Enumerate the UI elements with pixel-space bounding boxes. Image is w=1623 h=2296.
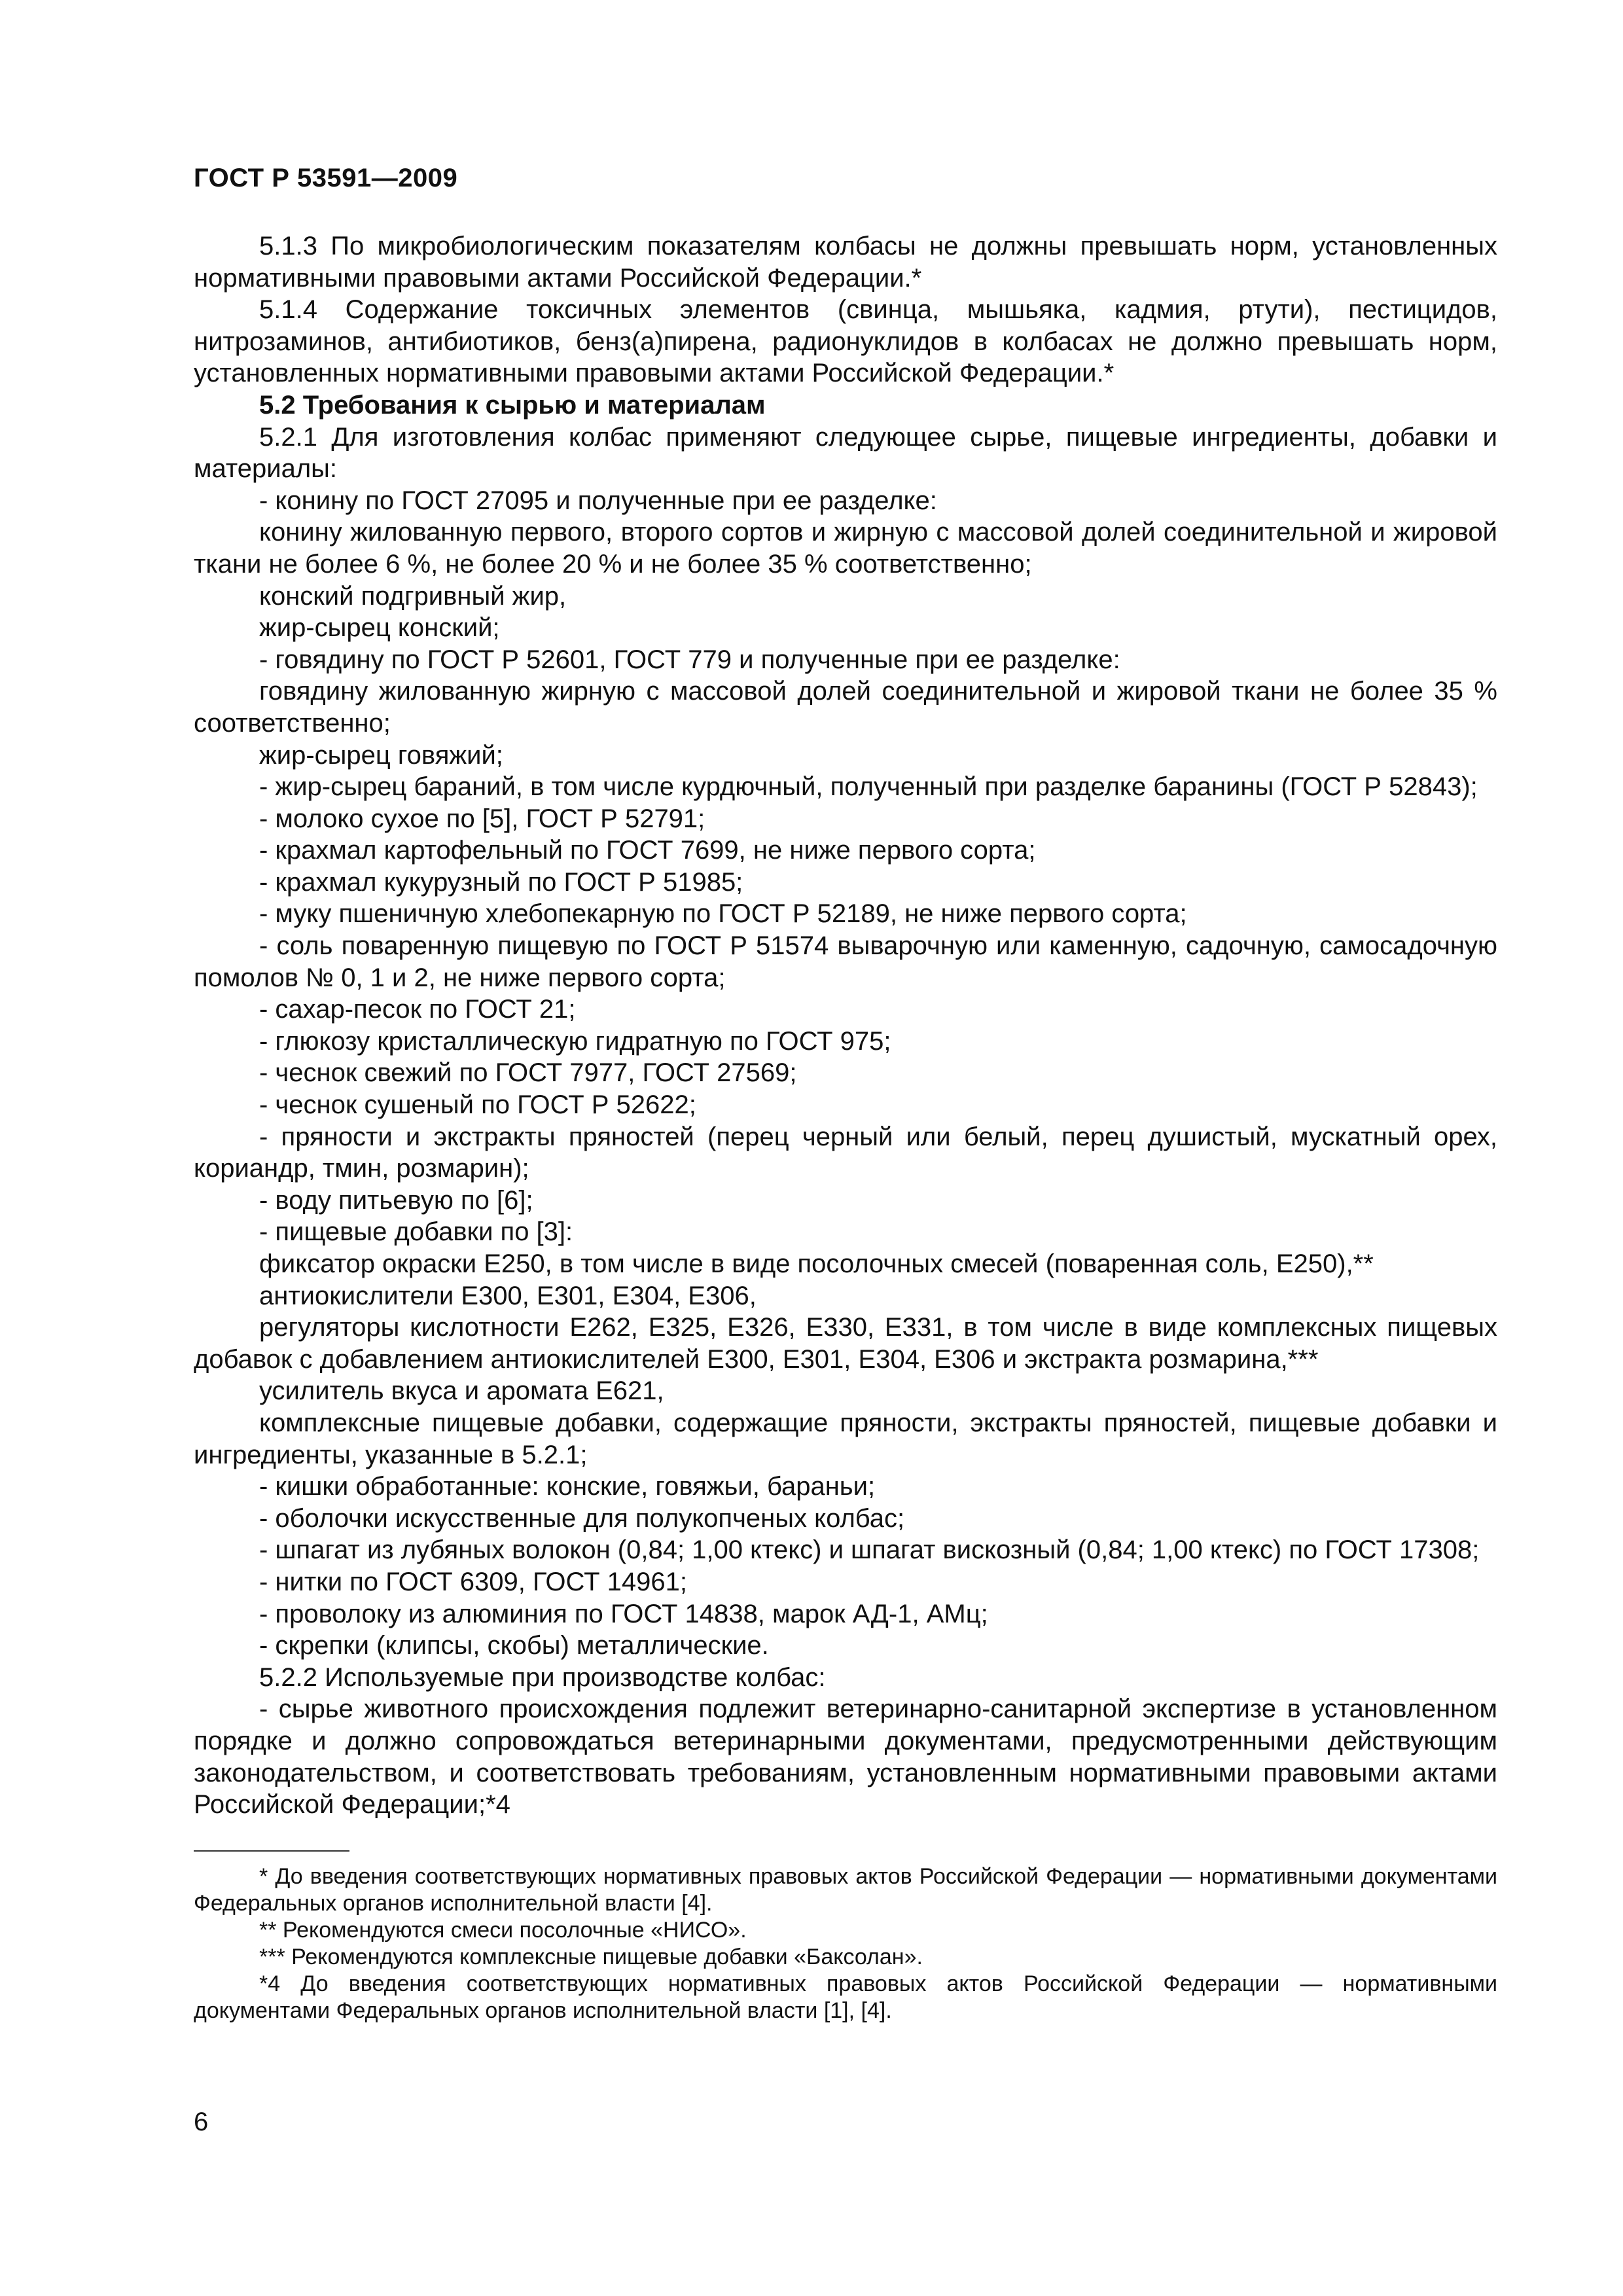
document-body bbox=[194, 230, 1497, 1821]
paragraph: усилитель вкуса и аромата Е621, bbox=[259, 1376, 664, 1406]
paragraph: 5.1.4 Содержание токсичных элементов (свинца, мышьяка, кадмия, ртути), пестицидов, нитрозаминов, антибиотиков, бенз(а)пирена, радионуклидов в колбасах не должно превышать норм, установленных нормативными правовыми актами Российской Федерации.* bbox=[194, 295, 1497, 388]
footnote-divider bbox=[194, 1850, 349, 1852]
paragraph: - молоко сухое по [5], ГОСТ Р 52791; bbox=[259, 804, 705, 833]
paragraph: - сахар-песок по ГОСТ 21; bbox=[259, 995, 576, 1024]
paragraph: - скрепки (клипсы, скобы) металлические. bbox=[259, 1631, 769, 1660]
footnote-text: Рекомендуются комплексные пищевые добавки «Баксолан». bbox=[285, 1945, 923, 1969]
paragraph: - кишки обработанные: конские, говяжьи, бараньи; bbox=[259, 1472, 876, 1501]
paragraph: конский подгривный жир, bbox=[259, 581, 567, 611]
paragraph: - глюкозу кристаллическую гидратную по ГОСТ 975; bbox=[259, 1026, 891, 1056]
paragraph: жир-сырец говяжий; bbox=[259, 740, 503, 770]
paragraph: 5.1.3 По микробиологическим показателям колбасы не должны превышать норм, установленных нормативными правовыми актами Российской Федерации.* bbox=[194, 232, 1497, 293]
paragraph: - оболочки искусственные для полукопченых колбас; bbox=[259, 1503, 905, 1533]
paragraph: - воду питьевую по [6]; bbox=[259, 1185, 533, 1215]
document-header: ГОСТ Р 53591—2009 bbox=[194, 164, 458, 192]
section-heading: 5.2 Требования к сырью и материалам bbox=[259, 390, 766, 420]
footnote-text: До введения соответствующих нормативных правовых актов Российской Федерации — нормативными документами Федеральных органов исполнительной власти [4]. bbox=[194, 1864, 1497, 1916]
footnotes bbox=[194, 1863, 1497, 2024]
footnote-mark: ** bbox=[259, 1918, 277, 1943]
paragraph: - говядину по ГОСТ Р 52601, ГОСТ 779 и полученные при ее разделке: bbox=[259, 645, 1120, 674]
paragraph: - конину по ГОСТ 27095 и полученные при ее разделке: bbox=[259, 486, 937, 515]
paragraph: комплексные пищевые добавки, содержащие пряности, экстракты пряностей, пищевые добавки и ингредиенты, указанные в 5.2.1; bbox=[194, 1408, 1497, 1469]
paragraph: - крахмал картофельный по ГОСТ 7699, не ниже первого сорта; bbox=[259, 836, 1036, 865]
paragraph: - проволоку из алюминия по ГОСТ 14838, марок АД-1, АМц; bbox=[259, 1599, 988, 1628]
paragraph: регуляторы кислотности Е262, Е325, Е326, Е330, Е331, в том числе в виде комплексных пищевых добавок с добавлением антиокислителей Е300, Е301, Е304, Е306 и экстракта розмарина,*** bbox=[194, 1313, 1497, 1374]
footnote bbox=[194, 1944, 1497, 1971]
paragraph: - крахмал кукурузный по ГОСТ Р 51985; bbox=[259, 867, 743, 897]
footnote-mark: *** bbox=[259, 1945, 285, 1969]
paragraph: говядину жилованную жирную с массовой долей соединительной и жировой ткани не более 35 % соответственно; bbox=[194, 677, 1497, 738]
footnote-mark: * bbox=[259, 1864, 268, 1889]
paragraph: - сырье животного происхождения подлежит ветеринарно-санитарной экспертизе в установленном порядке и должно сопровождаться ветеринарными документами, предусмотренными действующим законодательством, и соответствовать требованиям, установленным нормативными правовыми актами Российской Федерации;*4 bbox=[194, 1695, 1497, 1820]
footnote bbox=[194, 1917, 1497, 1944]
paragraph: - соль поваренную пищевую по ГОСТ Р 51574 выварочную или каменную, садочную, самосадочную помолов № 0, 1 и 2, не ниже первого сорта; bbox=[194, 931, 1497, 992]
paragraph: 5.2.2 Используемые при производстве колбас: bbox=[259, 1662, 826, 1692]
paragraph: антиокислители Е300, Е301, Е304, Е306, bbox=[259, 1281, 757, 1310]
paragraph: - чеснок свежий по ГОСТ 7977, ГОСТ 27569; bbox=[259, 1058, 797, 1088]
paragraph: - нитки по ГОСТ 6309, ГОСТ 14961; bbox=[259, 1567, 687, 1596]
footnote bbox=[194, 1863, 1497, 1917]
paragraph: фиксатор окраски Е250, в том числе в виде посолочных смесей (поваренная соль, Е250),** bbox=[259, 1249, 1374, 1278]
page-number: 6 bbox=[194, 2108, 209, 2136]
footnote-text: Рекомендуются смеси посолочные «НИСО». bbox=[276, 1918, 747, 1943]
paragraph: - шпагат из лубяных волокон (0,84; 1,00 ктекс) и шпагат вискозный (0,84; 1,00 ктекс) по ГОСТ 17308; bbox=[259, 1535, 1480, 1565]
paragraph: - муку пшеничную хлебопекарную по ГОСТ Р 52189, не ниже первого сорта; bbox=[259, 899, 1187, 929]
footnote bbox=[194, 1971, 1497, 2024]
paragraph: 5.2.1 Для изготовления колбас применяют следующее сырье, пищевые ингредиенты, добавки и материалы: bbox=[194, 422, 1497, 484]
paragraph: жир-сырец конский; bbox=[259, 613, 500, 643]
paragraph: - пряности и экстракты пряностей (перец черный или белый, перец душистый, мускатный орех, кориандр, тмин, розмарин); bbox=[194, 1122, 1497, 1183]
paragraph: - пищевые добавки по [3]: bbox=[259, 1217, 573, 1247]
footnote-mark: *4 bbox=[259, 1971, 281, 1996]
paragraph: - жир-сырец бараний, в том числе курдючный, полученный при разделке баранины (ГОСТ Р 52843); bbox=[259, 772, 1478, 802]
paragraph: конину жилованную первого, второго сортов и жирную с массовой долей соединительной и жировой ткани не более 6 %, не более 20 % и не более 35 % соответственно; bbox=[194, 518, 1497, 579]
paragraph: - чеснок сушеный по ГОСТ Р 52622; bbox=[259, 1090, 696, 1120]
footnote-text: До введения соответствующих нормативных правовых актов Российской Федерации — нормативными документами Федеральных органов исполнительной власти [1], [4]. bbox=[194, 1971, 1497, 2023]
